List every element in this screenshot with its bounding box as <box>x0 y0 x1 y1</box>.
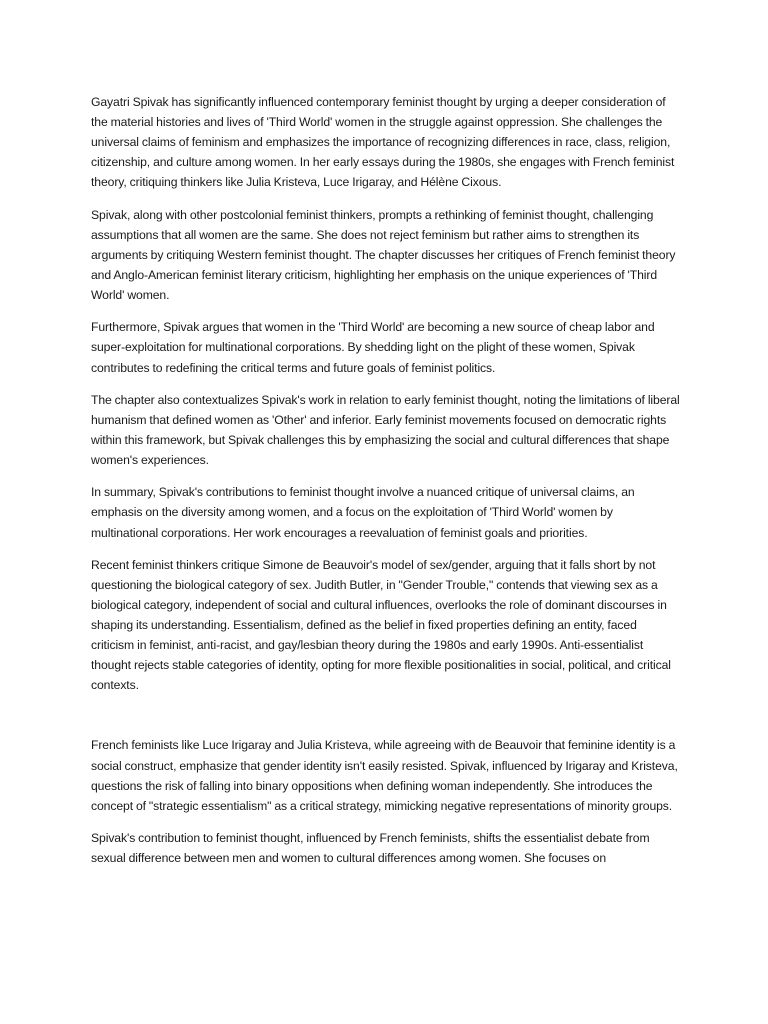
paragraph-1: Gayatri Spivak has significantly influenced contemporary feminist thought by urging a deeper consideration of the material histories and lives of 'Third World' women in the struggle against oppression. She challenges the universal claims of feminism and emphasizes the importance of recognizing differences in race, class, religion, citizenship, and culture among women. In her early essays during the 1980s, she engages with French feminist theory, critiquing thinkers like Julia Kristeva, Luce Irigaray, and Hélène Cixous. <box>91 95 675 190</box>
paragraph-4: The chapter also contextualizes Spivak's work in relation to early feminist thought, noting the limitations of liberal humanism that defined women as 'Other' and inferior. Early feminist movements focused on democratic rights within this framework, but Spivak challenges this by emphasizing the social and cultural differences that shape women's experiences. <box>91 392 680 468</box>
paragraph-3: Furthermore, Spivak argues that women in the 'Third World' are becoming a new source of cheap labor and super-exploitation for multinational corporations. By shedding light on the plight of these women, Spivak contributes to redefining the critical terms and future goals of feminist politics. <box>91 320 655 375</box>
paragraph-5: In summary, Spivak's contributions to feminist thought involve a nuanced critique of universal claims, an emphasis on the diversity among women, and a focus on the exploitation of 'Third World' women by multinational corporations. Her work encourages a reevaluation of feminist goals and priorities. <box>91 485 635 540</box>
document-body <box>91 92 681 880</box>
paragraph-2: Spivak, along with other postcolonial feminist thinkers, prompts a rethinking of feminist thought, challenging assumptions that all women are the same. She does not reject feminism but rather aims to strengthen its arguments by critiquing Western feminist thought. The chapter discusses her critiques of French feminist theory and Anglo-American feminist literary criticism, highlighting her emphasis on the unique experiences of 'Third World' women. <box>91 207 676 303</box>
paragraph-8: Spivak's contribution to feminist thought, influenced by French feminists, shifts the essentialist debate from sexual difference between men and women to cultural differences among women. She focuses on <box>91 831 650 866</box>
paragraph-6: Recent feminist thinkers critique Simone de Beauvoir's model of sex/gender, arguing that it falls short by not questioning the biological category of sex. Judith Butler, in "Gender Trouble," contends that viewing sex as a biological category, independent of social and cultural influences, overlooks the role of dominant discourses in shaping its understanding. Essentialism, defined as the belief in fixed properties defining an entity, faced criticism in feminist, anti-racist, and gay/lesbian theory during the 1980s and early 1990s. Anti-essentialist thought rejects stable categories of identity, opting for more flexible positionalities in social, political, and critical contexts. <box>91 557 671 693</box>
paragraph-7: French feminists like Luce Irigaray and Julia Kristeva, while agreeing with de Beauvoir that feminine identity is a social construct, emphasize that gender identity isn't easily resisted. Spivak, influenced by Irigaray and Kristeva, questions the risk of falling into binary oppositions when defining woman independently. She introduces the concept of "strategic essentialism" as a critical strategy, mimicking negative representations of minority groups. <box>91 738 678 813</box>
